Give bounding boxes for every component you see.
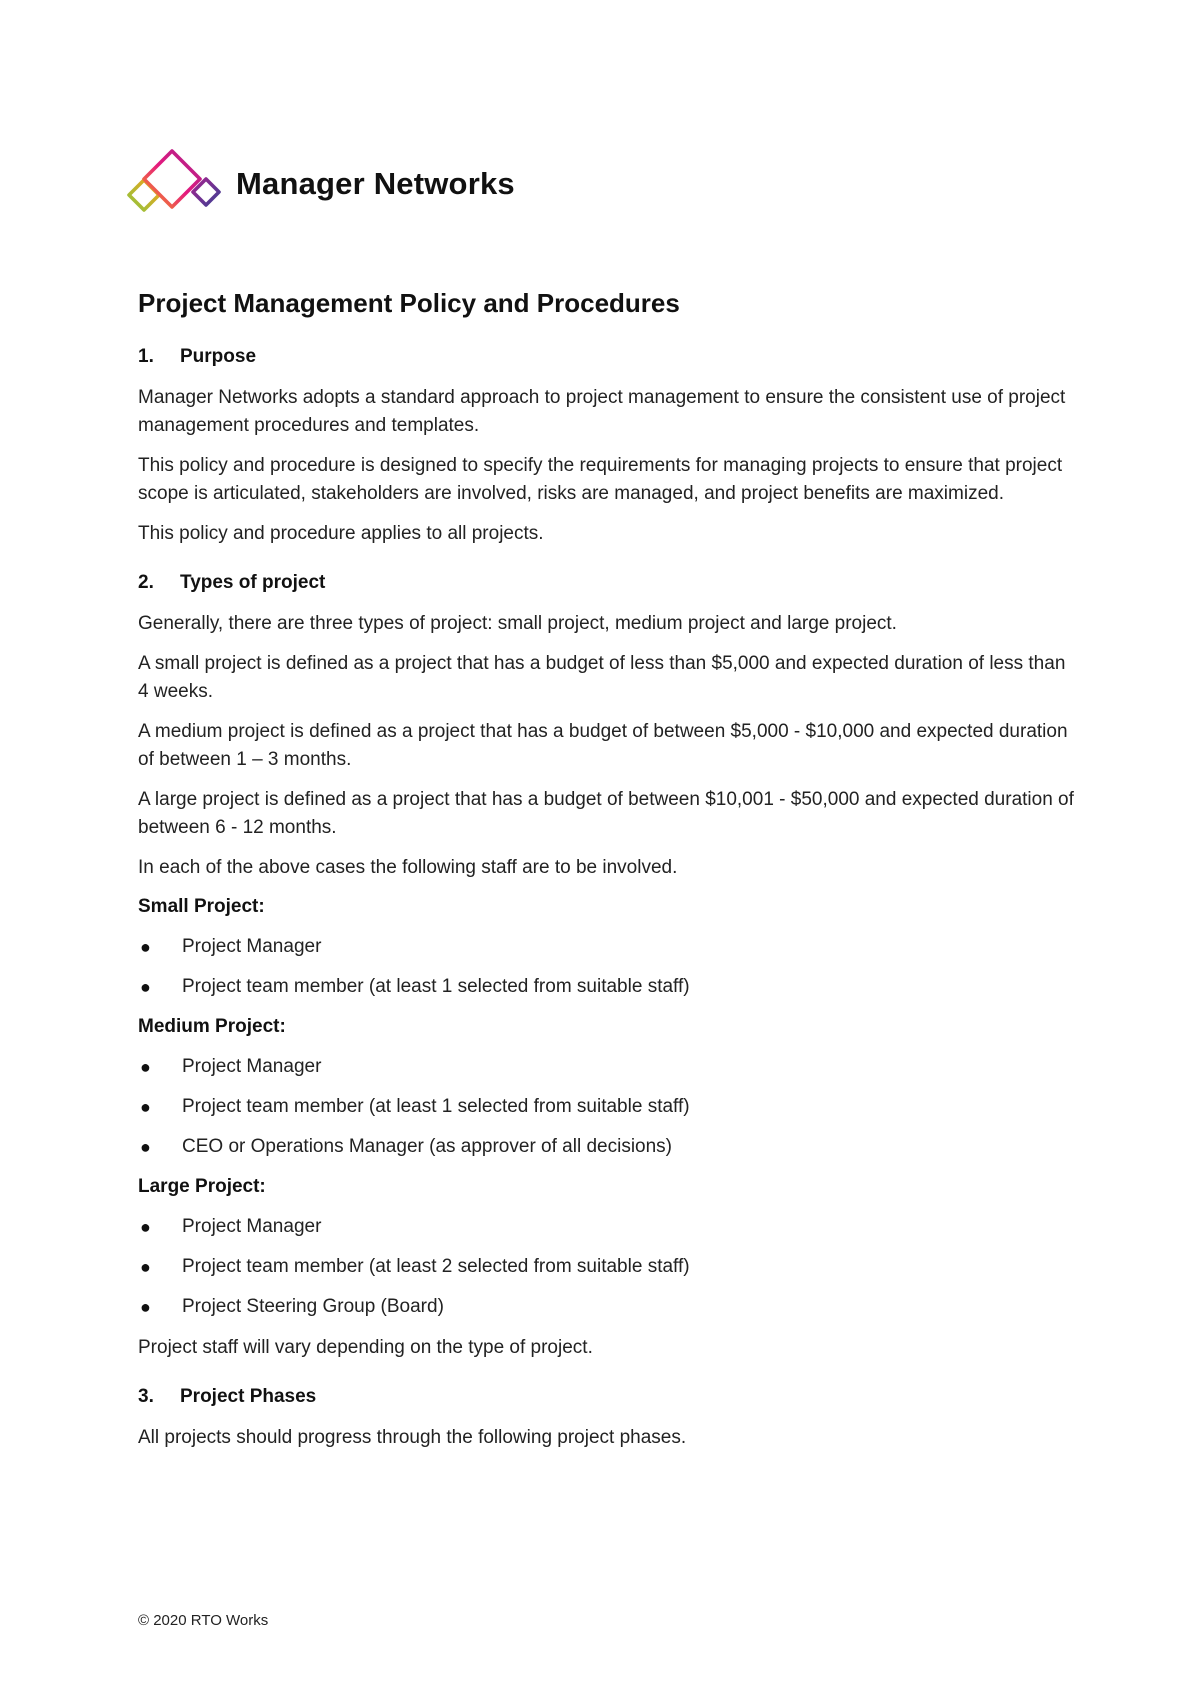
paragraph: All projects should progress through the following project phases. xyxy=(138,1427,687,1448)
section-heading-purpose xyxy=(138,344,1078,370)
paragraph: Generally, there are three types of project: small project, medium project and large project. xyxy=(138,613,897,634)
bullet-icon: ● xyxy=(140,937,151,957)
paragraph: A small project is defined as a project that has a budget of less than $5,000 and expected duration of less than 4 weeks. xyxy=(138,653,1066,702)
interlocking-diamonds-logo-icon xyxy=(126,148,226,224)
brand-name: Manager Networks xyxy=(236,166,515,201)
list-item-text: Project Manager xyxy=(182,1216,322,1237)
paragraph: This policy and procedure is designed to specify the requirements for managing projects to ensure that project scope is articulated, stakeholders are involved, risks are managed, and project benefits are maximized. xyxy=(138,455,1063,504)
section-heading-types-of-project xyxy=(138,570,1078,596)
section-number: 1. xyxy=(138,346,154,367)
bullet-list-medium-project xyxy=(138,1054,1078,1160)
document-title: Project Management Policy and Procedures xyxy=(138,288,680,318)
section-title: Types of project xyxy=(180,572,326,593)
paragraph: Project staff will vary depending on the type of project. xyxy=(138,1337,593,1358)
list-item-text: Project Steering Group (Board) xyxy=(182,1296,444,1317)
paragraph: A medium project is defined as a project that has a budget of between $5,000 - $10,000 and expected duration of between 1 – 3 months. xyxy=(138,721,1068,770)
document-body xyxy=(138,286,1078,1464)
list-item-text: Project Manager xyxy=(182,1056,322,1077)
list-item xyxy=(138,1254,1078,1280)
paragraph: Manager Networks adopts a standard approach to project management to ensure the consistent use of project management procedures and templates. xyxy=(138,387,1066,436)
group-label-medium-project: Medium Project: xyxy=(138,1016,286,1037)
bullet-icon: ● xyxy=(140,977,151,997)
list-item xyxy=(138,1294,1078,1320)
bullet-list-small-project xyxy=(138,934,1078,1000)
list-item-text: Project team member (at least 1 selected from suitable staff) xyxy=(182,1096,690,1117)
bullet-icon: ● xyxy=(140,1137,151,1157)
list-item-text: CEO or Operations Manager (as approver of all decisions) xyxy=(182,1136,673,1157)
section-number: 3. xyxy=(138,1386,154,1407)
group-label-small-project: Small Project: xyxy=(138,896,265,917)
bullet-icon: ● xyxy=(140,1217,151,1237)
list-item xyxy=(138,1134,1078,1160)
list-item-text: Project team member (at least 2 selected from suitable staff) xyxy=(182,1256,690,1277)
section-title: Project Phases xyxy=(180,1386,317,1407)
paragraph: This policy and procedure applies to all projects. xyxy=(138,523,544,544)
bullet-list-large-project xyxy=(138,1214,1078,1320)
list-item xyxy=(138,974,1078,1000)
bullet-icon: ● xyxy=(140,1097,151,1117)
bullet-icon: ● xyxy=(140,1057,151,1077)
section-spacer xyxy=(138,560,1078,570)
list-item-text: Project Manager xyxy=(182,936,322,957)
section-number: 2. xyxy=(138,572,154,593)
paragraph: A large project is defined as a project that has a budget of between $10,001 - $50,000 and expected duration of between 6 - 12 months. xyxy=(138,789,1074,838)
bullet-icon: ● xyxy=(140,1257,151,1277)
section-spacer xyxy=(138,1374,1078,1384)
list-item xyxy=(138,1054,1078,1080)
list-item xyxy=(138,934,1078,960)
list-item xyxy=(138,1214,1078,1240)
footer-copyright: © 2020 RTO Works xyxy=(138,1612,269,1629)
bullet-icon: ● xyxy=(140,1297,151,1317)
section-title: Purpose xyxy=(180,346,257,367)
list-item xyxy=(138,1094,1078,1120)
section-heading-project-phases xyxy=(138,1384,1078,1410)
paragraph: In each of the above cases the following staff are to be involved. xyxy=(138,857,678,878)
group-label-large-project: Large Project: xyxy=(138,1176,266,1197)
list-item-text: Project team member (at least 1 selected from suitable staff) xyxy=(182,976,690,997)
